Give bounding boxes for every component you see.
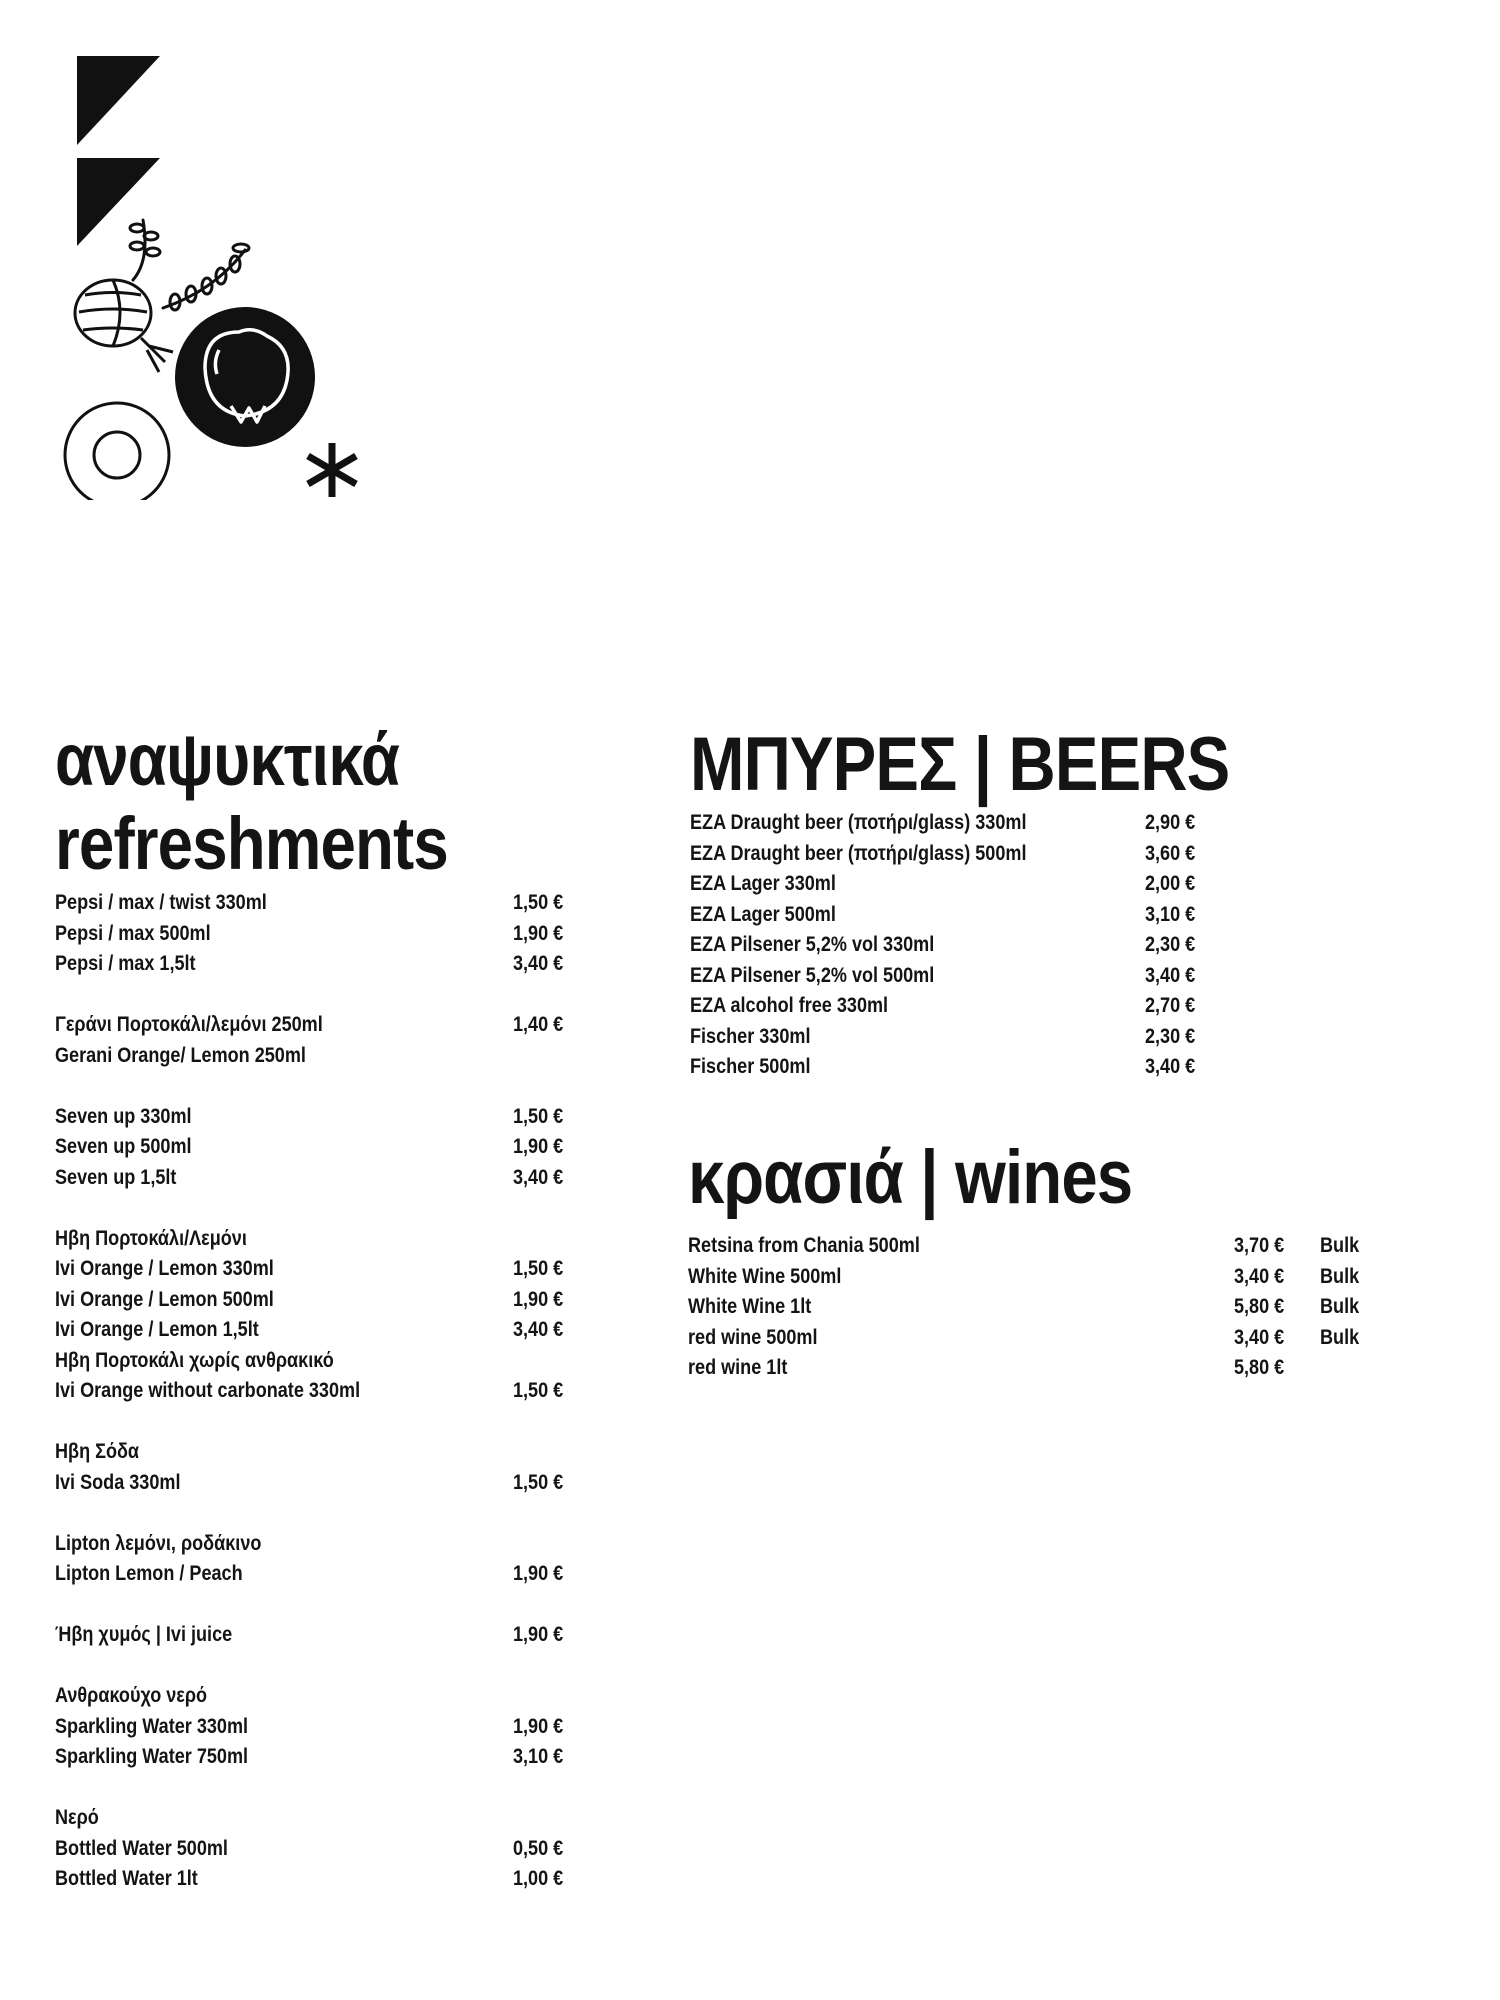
menu-item-name: Sparkling Water 750ml bbox=[55, 1745, 249, 1768]
group-spacer bbox=[55, 1651, 595, 1682]
menu-item-row bbox=[55, 1285, 595, 1316]
menu-item-name: Ivi Orange without carbonate 330ml bbox=[55, 1379, 361, 1402]
menu-item-name: White Wine 1lt bbox=[688, 1295, 812, 1318]
group-spacer bbox=[55, 1773, 595, 1804]
menu-item-row bbox=[55, 1468, 595, 1499]
group-spacer bbox=[55, 1193, 595, 1224]
menu-item-name: Seven up 330ml bbox=[55, 1104, 192, 1128]
menu-item-name: White Wine 500ml bbox=[688, 1264, 842, 1288]
menu-item-name: Seven up 500ml bbox=[55, 1135, 192, 1158]
menu-item-name: Lipton Lemon / Peach bbox=[55, 1562, 243, 1585]
asterisk-icon bbox=[308, 443, 356, 497]
menu-item-price: 1,50 € bbox=[513, 1104, 564, 1128]
menu-item-name: Fischer 330ml bbox=[690, 1024, 811, 1048]
menu-item-name: Fischer 500ml bbox=[690, 1055, 811, 1078]
menu-item-name: Νερό bbox=[55, 1806, 99, 1829]
menu-item-row bbox=[690, 961, 1230, 992]
menu-item-price: 2,30 € bbox=[1145, 1024, 1196, 1048]
menu-item-row bbox=[55, 1529, 595, 1560]
menu-item-price: 1,40 € bbox=[513, 1013, 564, 1036]
menu-item-row bbox=[55, 1559, 595, 1590]
menu-item-price: 0,50 € bbox=[513, 1836, 564, 1860]
menu-item-price: 1,50 € bbox=[513, 891, 564, 914]
menu-item-price: 3,60 € bbox=[1145, 841, 1196, 865]
menu-item-name: EZA Lager 330ml bbox=[690, 872, 836, 895]
menu-item-price: 3,40 € bbox=[513, 1165, 564, 1189]
menu-item-row bbox=[55, 1346, 595, 1377]
menu-item-price: 1,90 € bbox=[513, 1714, 564, 1738]
menu-item-row bbox=[55, 1102, 595, 1133]
menu-item-row bbox=[55, 1742, 595, 1773]
menu-item-price: 3,40 € bbox=[513, 952, 564, 975]
menu-item-name: Ivi Orange / Lemon 330ml bbox=[55, 1257, 274, 1280]
menu-item-row bbox=[55, 1132, 595, 1163]
menu-item-row bbox=[55, 1620, 595, 1651]
menu-item-price: 5,80 € bbox=[1234, 1295, 1285, 1318]
menu-item-note: Bulk bbox=[1320, 1234, 1360, 1257]
menu-item-name: Pepsi / max 500ml bbox=[55, 921, 211, 945]
menu-item-price: 1,90 € bbox=[513, 1287, 564, 1311]
menu-item-name: Ηβη Πορτοκάλι χωρίς ανθρακικό bbox=[55, 1348, 334, 1372]
menu-item-row bbox=[688, 1323, 1388, 1354]
menu-item-row bbox=[55, 1010, 595, 1041]
group-spacer bbox=[55, 1498, 595, 1529]
menu-item-name: Ivi Soda 330ml bbox=[55, 1470, 181, 1494]
refreshments-title-english: refreshments bbox=[55, 802, 448, 885]
black-circle bbox=[175, 307, 315, 447]
beers-list bbox=[690, 808, 1230, 1083]
menu-item-row bbox=[55, 1437, 595, 1468]
group-spacer bbox=[55, 980, 595, 1011]
menu-item-price: 3,40 € bbox=[1145, 1055, 1196, 1078]
menu-item-price: 3,40 € bbox=[1145, 963, 1196, 987]
group-spacer bbox=[55, 1071, 595, 1102]
menu-item-price: 2,30 € bbox=[1145, 933, 1196, 956]
menu-item-name: Ηβη Σόδα bbox=[55, 1440, 140, 1463]
menu-item-row bbox=[55, 888, 595, 919]
menu-item-row bbox=[55, 1681, 595, 1712]
menu-item-price: 1,90 € bbox=[513, 1623, 564, 1646]
menu-item-row bbox=[55, 1254, 595, 1285]
menu-item-row bbox=[688, 1262, 1388, 1293]
menu-item-row bbox=[55, 1834, 595, 1865]
menu-item-price: 1,90 € bbox=[513, 1135, 564, 1158]
menu-item-price: 3,70 € bbox=[1234, 1234, 1285, 1257]
menu-item-price: 5,80 € bbox=[1234, 1356, 1285, 1379]
group-spacer bbox=[55, 1590, 595, 1621]
onion-icon bbox=[75, 280, 173, 372]
menu-item-row bbox=[55, 1376, 595, 1407]
logo-triangle-top bbox=[77, 56, 160, 145]
menu-item-price: 1,50 € bbox=[513, 1379, 564, 1402]
menu-item-price: 1,50 € bbox=[513, 1470, 564, 1494]
menu-item-name: EZA Draught beer (ποτήρι/glass) 500ml bbox=[690, 841, 1027, 865]
menu-item-price: 2,00 € bbox=[1145, 872, 1196, 895]
beers-section bbox=[690, 722, 1230, 1083]
menu-item-price: 1,90 € bbox=[513, 1562, 564, 1585]
menu-item-row bbox=[55, 1712, 595, 1743]
refreshments-section bbox=[55, 718, 595, 1895]
menu-item-name: red wine 500ml bbox=[688, 1325, 818, 1349]
menu-item-price: 3,40 € bbox=[1234, 1325, 1285, 1349]
menu-item-price: 3,40 € bbox=[1234, 1264, 1285, 1288]
menu-item-row bbox=[55, 1864, 595, 1895]
menu-item-price: 1,00 € bbox=[513, 1867, 564, 1890]
menu-item-row bbox=[690, 1022, 1230, 1053]
menu-item-price: 3,10 € bbox=[1145, 902, 1196, 926]
menu-item-price: 2,70 € bbox=[1145, 994, 1196, 1017]
menu-item-price: 3,10 € bbox=[513, 1745, 564, 1768]
menu-item-name: Pepsi / max / twist 330ml bbox=[55, 891, 267, 914]
menu-item-row bbox=[690, 930, 1230, 961]
menu-item-row bbox=[55, 1315, 595, 1346]
beers-title: ΜΠΥΡΕΣ | BEERS bbox=[690, 722, 1230, 807]
wines-section bbox=[688, 1135, 1388, 1384]
menu-item-name: Γεράνι Πορτοκάλι/λεμόνι 250ml bbox=[55, 1013, 323, 1036]
menu-item-name: Lipton λεμόνι, ροδάκινο bbox=[55, 1531, 262, 1555]
menu-item-row bbox=[688, 1292, 1388, 1323]
menu-item-row bbox=[690, 991, 1230, 1022]
menu-item-row bbox=[55, 1163, 595, 1194]
refreshments-list bbox=[55, 888, 595, 1895]
herb-sprig-icon bbox=[130, 220, 160, 280]
menu-item-name: EZA alcohol free 330ml bbox=[690, 994, 889, 1017]
menu-item-name: EZA Draught beer (ποτήρι/glass) 330ml bbox=[690, 811, 1027, 834]
menu-item-name: Gerani Orange/ Lemon 250ml bbox=[55, 1043, 306, 1067]
menu-item-name: EZA Pilsener 5,2% vol 500ml bbox=[690, 963, 935, 987]
menu-item-name: Ηβη Πορτοκάλι/Λεμόνι bbox=[55, 1226, 247, 1250]
menu-item-note: Bulk bbox=[1320, 1295, 1360, 1318]
menu-item-name: Ivi Orange / Lemon 500ml bbox=[55, 1287, 274, 1311]
menu-item-name: Bottled Water 500ml bbox=[55, 1836, 228, 1860]
menu-item-name: Ανθρακούχο νερό bbox=[55, 1684, 208, 1707]
menu-item-row bbox=[690, 900, 1230, 931]
menu-item-row bbox=[690, 869, 1230, 900]
refreshments-title-greek: αναψυκτικά bbox=[55, 718, 400, 801]
menu-item-name: Seven up 1,5lt bbox=[55, 1165, 177, 1189]
wines-title: κρασιά | wines bbox=[688, 1135, 1133, 1220]
menu-item-price: 2,90 € bbox=[1145, 811, 1196, 834]
menu-item-price: 3,40 € bbox=[513, 1318, 564, 1341]
menu-item-row bbox=[690, 839, 1230, 870]
menu-item-row bbox=[55, 1041, 595, 1072]
menu-item-row bbox=[688, 1231, 1388, 1262]
menu-item-row bbox=[55, 1803, 595, 1834]
menu-item-row bbox=[690, 1052, 1230, 1083]
rosemary-sprig-icon bbox=[163, 244, 249, 310]
menu-item-row bbox=[55, 1224, 595, 1255]
menu-item-name: Ήβη χυμός | Ivi juice bbox=[55, 1623, 233, 1646]
menu-item-row bbox=[55, 919, 595, 950]
wines-list bbox=[688, 1231, 1388, 1384]
menu-item-price: 1,50 € bbox=[513, 1257, 564, 1280]
menu-item-price: 1,90 € bbox=[513, 921, 564, 945]
menu-item-name: Retsina from Chania 500ml bbox=[688, 1234, 920, 1257]
menu-item-row bbox=[690, 808, 1230, 839]
menu-item-name: EZA Pilsener 5,2% vol 330ml bbox=[690, 933, 935, 956]
restaurant-logo-illustration bbox=[55, 50, 375, 500]
menu-item-name: Bottled Water 1lt bbox=[55, 1867, 198, 1890]
group-spacer bbox=[55, 1407, 595, 1438]
ring-inner bbox=[94, 432, 140, 478]
menu-item-name: Pepsi / max 1,5lt bbox=[55, 952, 196, 975]
menu-item-name: EZA Lager 500ml bbox=[690, 902, 836, 926]
menu-item-row bbox=[688, 1353, 1388, 1384]
menu-item-note: Bulk bbox=[1320, 1325, 1360, 1349]
menu-item-name: Ivi Orange / Lemon 1,5lt bbox=[55, 1318, 259, 1341]
ring-outer bbox=[65, 403, 169, 500]
menu-item-name: Sparkling Water 330ml bbox=[55, 1714, 249, 1738]
menu-item-note: Bulk bbox=[1320, 1264, 1360, 1288]
menu-item-row bbox=[55, 949, 595, 980]
menu-item-name: red wine 1lt bbox=[688, 1356, 788, 1379]
